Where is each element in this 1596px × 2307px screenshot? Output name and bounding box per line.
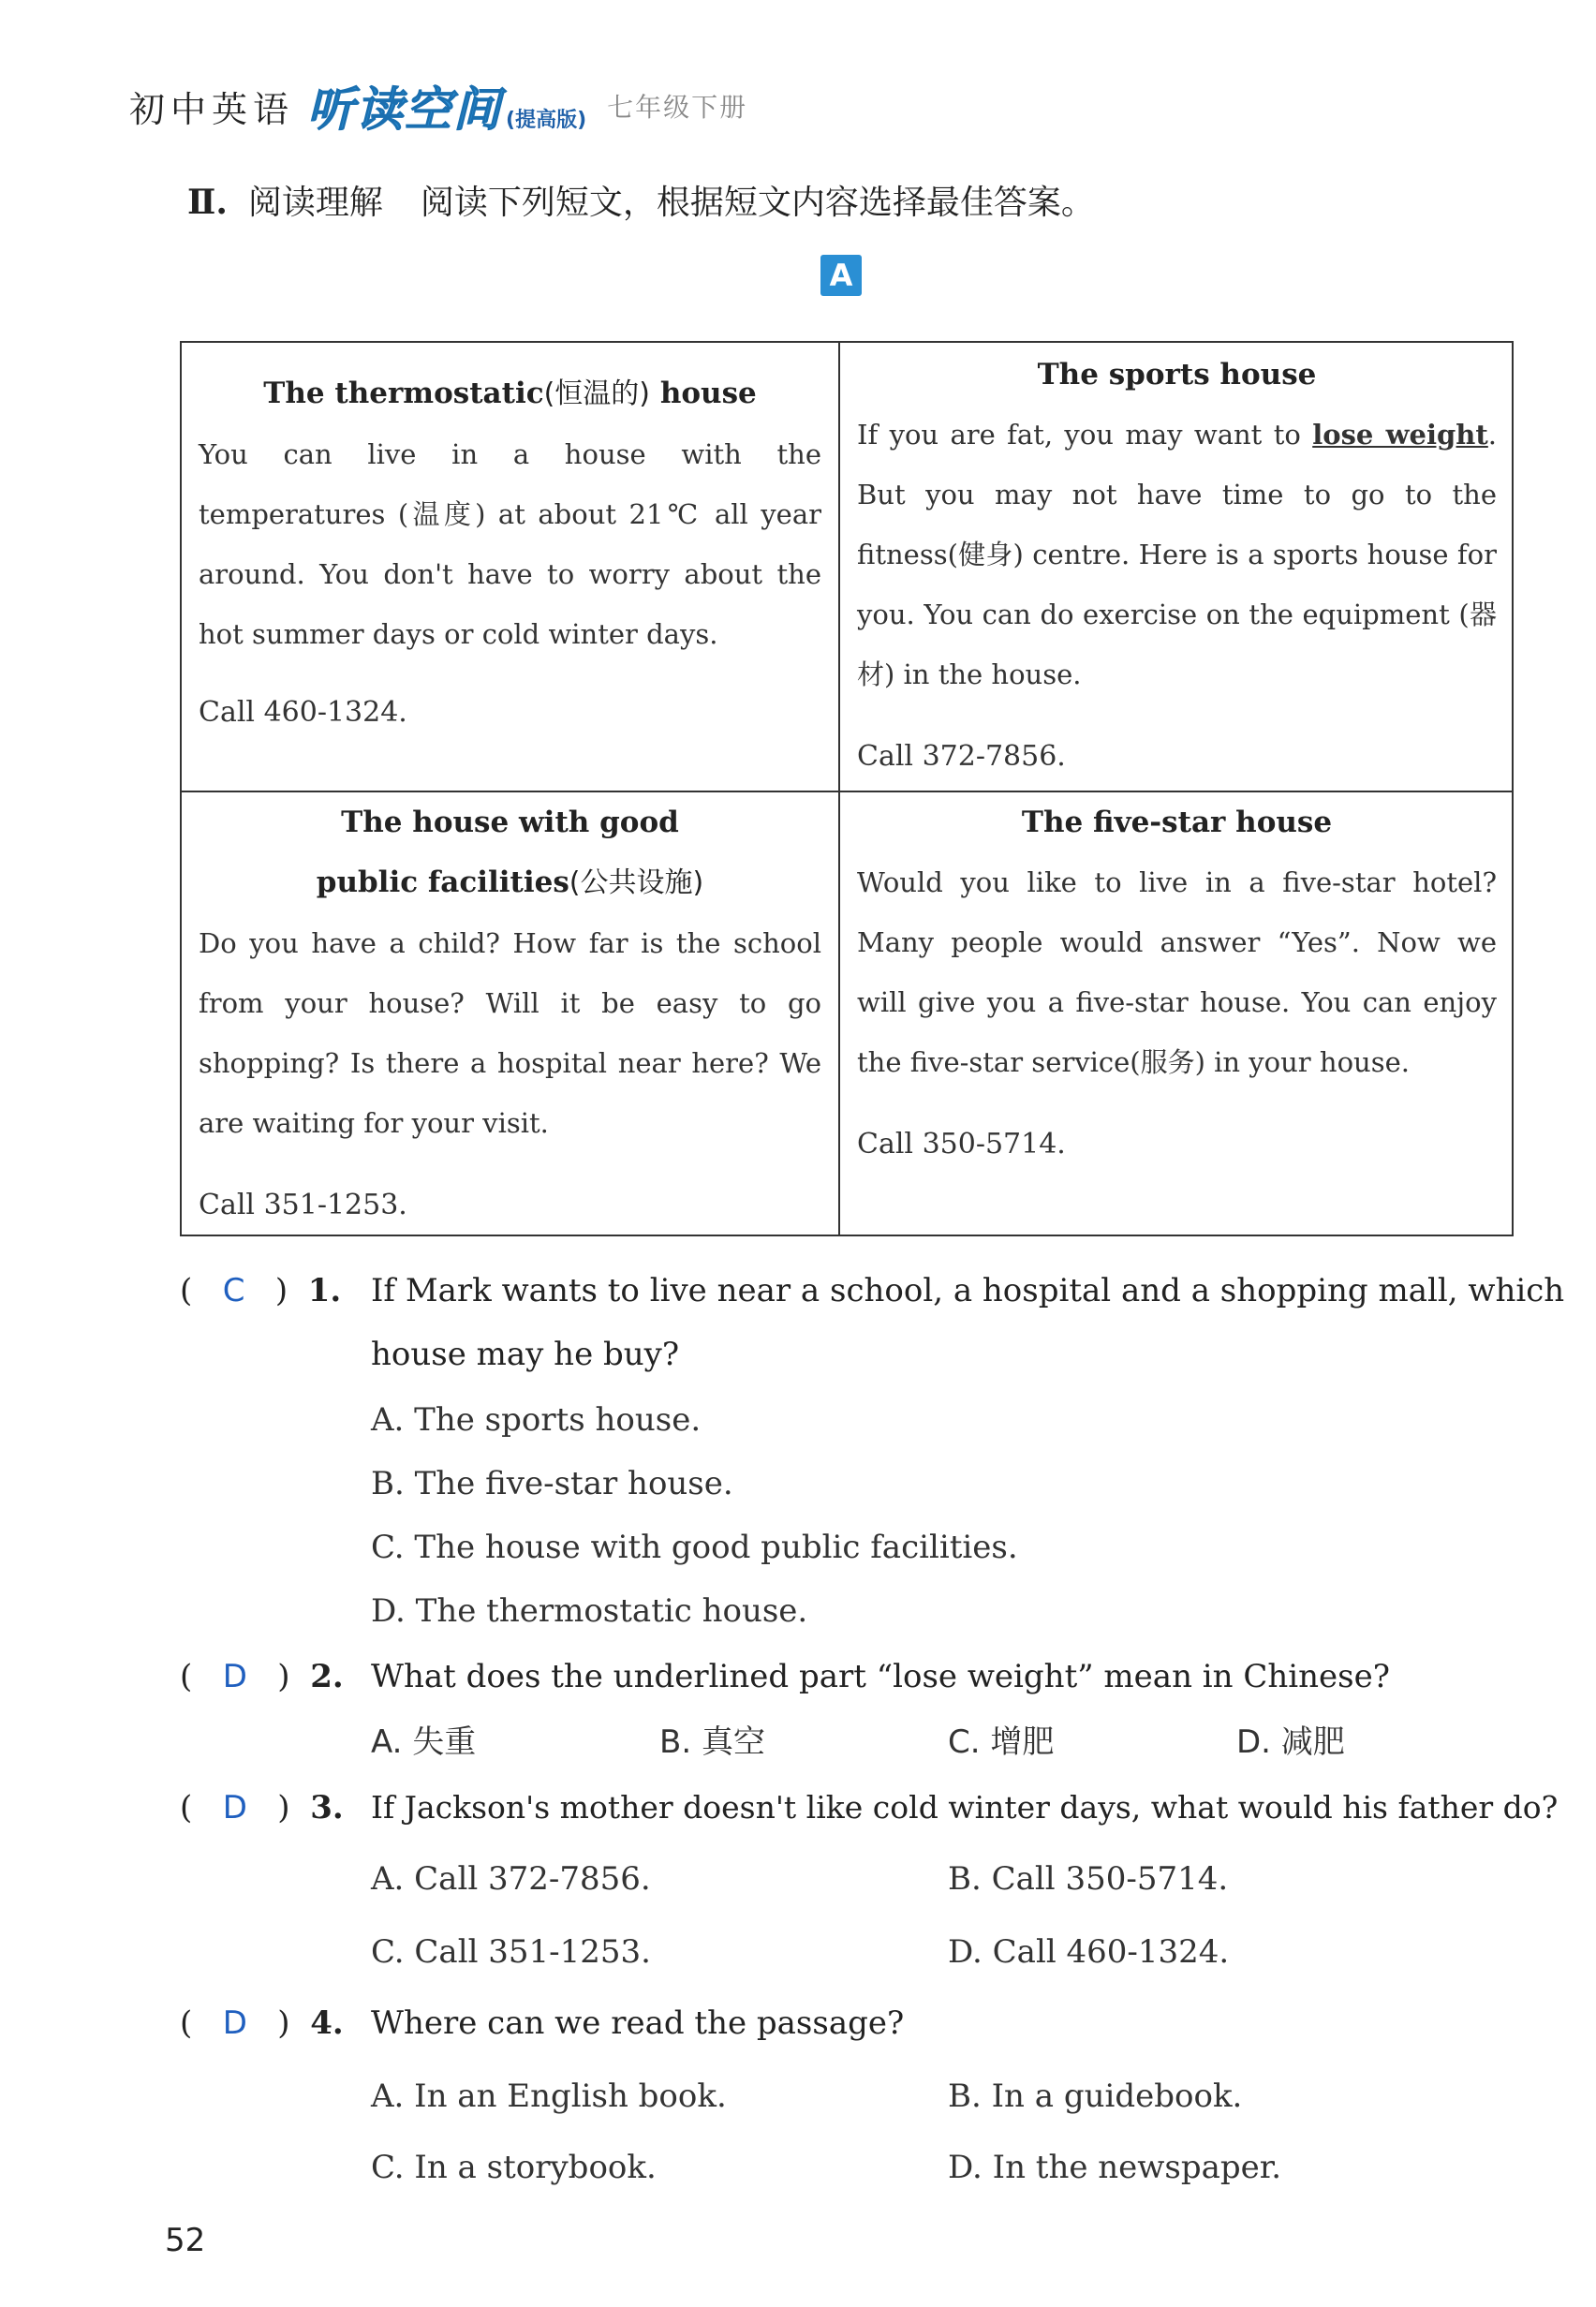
q3-option-c: C. Call 351-1253. <box>371 1933 651 1971</box>
ad-five-star-house <box>840 792 1514 1236</box>
ad-title: The five-star house <box>1021 806 1333 839</box>
q1-option-a: A. The sports house. <box>371 1401 702 1439</box>
question-1-text-cont: house may he buy? <box>371 1336 680 1373</box>
ad-body: If you are fat, you may want to lose weight. But you may not have time to go to the fitness(健身) centre. Here is a sports house for you. You can do exercise on the equipment (器材) in the house. <box>857 419 1498 690</box>
answer-2: D <box>222 1658 247 1695</box>
q1-option-c: C. The house with good public facilities. <box>371 1529 1018 1566</box>
q3-option-d: D. Call 460-1324. <box>948 1933 1230 1971</box>
q2-option-a: A. 失重 <box>371 1723 477 1761</box>
passage-label-badge: A <box>820 255 862 296</box>
question-3-text: If Jackson's mother doesn't like cold winter days, what would his father do? <box>371 1789 1559 1826</box>
section-name: 阅读理解 <box>247 184 383 222</box>
q1-option-d: D. The thermostatic house. <box>371 1592 808 1630</box>
ad-phone: Call 372-7856. <box>857 740 1066 773</box>
q4-option-a: A. In an English book. <box>371 2078 727 2115</box>
question-4-text: Where can we read the passage? <box>371 2004 905 2042</box>
header-series-logo: 听读空间 <box>307 82 503 137</box>
ad-sports-house <box>840 343 1514 791</box>
ad-body: Would you like to live in a five-star hotel? Many people would answer “Yes”. Now we will give you a five-star house. You can enjoy the five-star service(服务) in your house. <box>857 866 1497 1078</box>
page-header <box>129 73 747 139</box>
ad-phone: Call 350-5714. <box>857 1128 1066 1161</box>
q4-option-b: B. In a guidebook. <box>948 2078 1243 2115</box>
q4-option-c: C. In a storybook. <box>371 2149 657 2186</box>
ad-title: The house with good public facilities(公共设施) <box>316 806 704 899</box>
header-subject: 初中英语 <box>129 88 295 130</box>
q3-option-a: A. Call 372-7856. <box>371 1860 651 1898</box>
section-number: Ⅱ. <box>187 183 228 222</box>
ad-phone: Call 460-1324. <box>199 696 407 729</box>
underlined-phrase: lose weight <box>1312 419 1488 451</box>
q1-option-b: B. The five-star house. <box>371 1465 733 1502</box>
question-2: ( D ) 2. <box>180 1658 344 1695</box>
answer-3: D <box>222 1789 247 1826</box>
ad-phone: Call 351-1253. <box>199 1189 407 1221</box>
ad-public-facilities-house <box>182 792 838 1236</box>
ad-body: Do you have a child? How far is the school from your house? Will it be easy to go shopping? Is there a hospital near here? We are waiting for your visit. <box>199 927 821 1139</box>
section-title <box>187 176 1095 224</box>
question-1: ( C ) 1. <box>180 1272 342 1309</box>
ad-title: The thermostatic(恒温的) house <box>263 377 757 410</box>
page-number: 52 <box>165 2222 206 2259</box>
question-4: ( D ) 4. <box>180 2004 344 2042</box>
answer-4: D <box>222 2004 247 2042</box>
q3-option-b: B. Call 350-5714. <box>948 1860 1229 1898</box>
question-3: ( D ) 3. <box>180 1789 344 1826</box>
ad-body: You can live in a house with the temperatures (温度) at about 21℃ all year around. You don't have to worry about the hot summer days or cold winter days. <box>199 438 821 650</box>
ads-table <box>180 341 1514 1236</box>
header-grade: 七年级下册 <box>607 92 748 123</box>
question-1-text: If Mark wants to live near a school, a hospital and a shopping mall, which <box>371 1272 1565 1309</box>
question-2-text: What does the underlined part “lose weight” mean in Chinese? <box>371 1658 1390 1695</box>
q2-option-b: B. 真空 <box>659 1723 765 1761</box>
q2-option-c: C. 增肥 <box>948 1723 1055 1761</box>
q4-option-d: D. In the newspaper. <box>948 2149 1282 2186</box>
ad-thermostatic-house <box>182 343 838 791</box>
q2-option-d: D. 减肥 <box>1236 1723 1345 1761</box>
answer-1: C <box>222 1272 245 1309</box>
header-edition: (提高版) <box>506 109 587 132</box>
section-instruction: 阅读下列短文，根据短文内容选择最佳答案。 <box>420 184 1095 222</box>
ad-title: The sports house <box>1037 358 1317 392</box>
